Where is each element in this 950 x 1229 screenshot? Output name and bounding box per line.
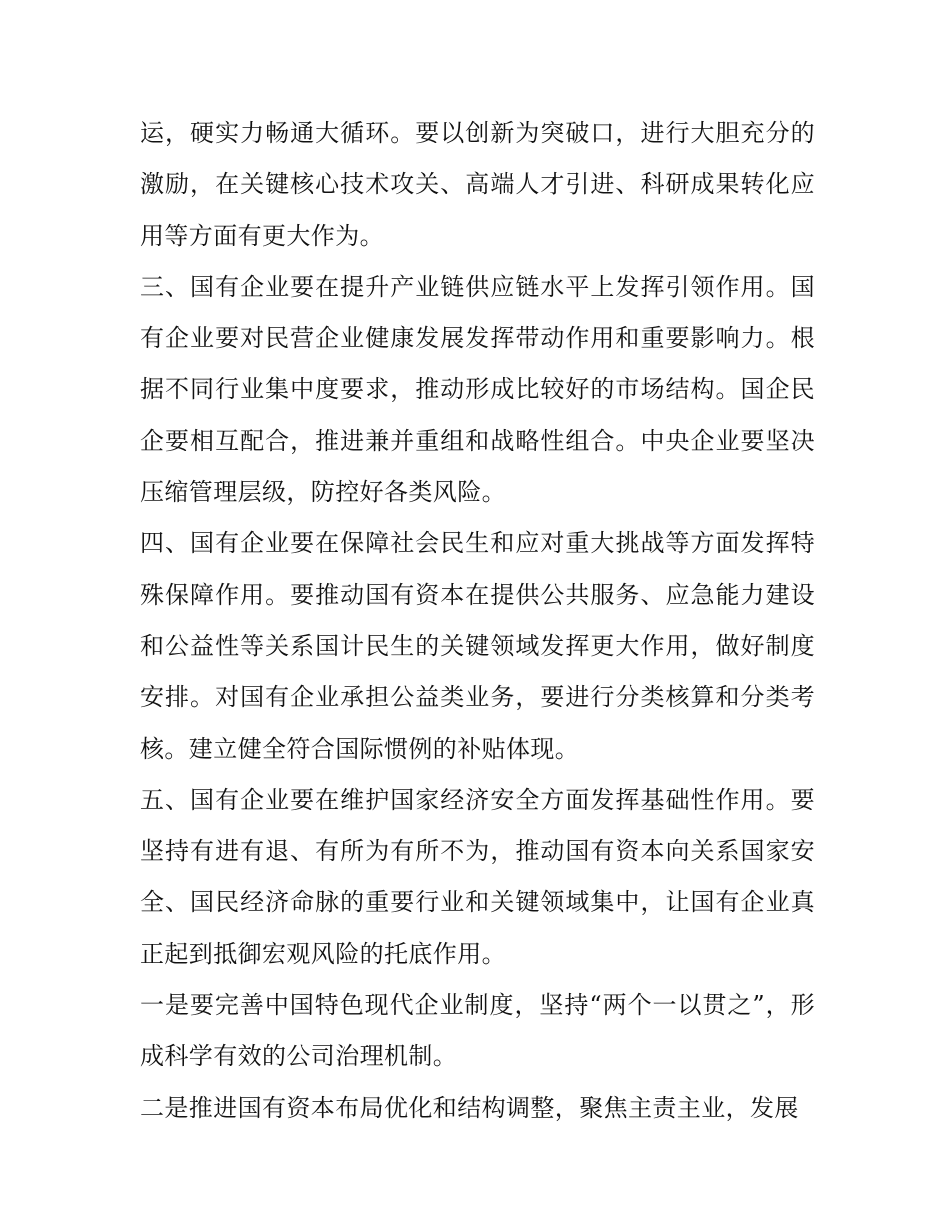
- document-body: [140, 108, 815, 1134]
- paragraph-section-four: 四、国有企业要在保障社会民生和应对重大挑战等方面发挥特殊保障作用。要推动国有资本在提供公共服务、应急能力建设和公益性等关系国计民生的关键领域发挥更大作用，做好制度安排。对国有企业承担公益类业务，要进行分类核算和分类考核。建立健全符合国际惯例的补贴体现。: [140, 529, 815, 763]
- paragraph-point-one: 一是要完善中国特色现代企业制度，坚持“两个一以贯之”，形成科学有效的公司治理机制。: [140, 991, 815, 1071]
- paragraph-continuation: 运，硬实力畅通大循环。要以创新为突破口，进行大胆充分的激励，在关键核心技术攻关、高端人才引进、科研成果转化应用等方面有更大作为。: [140, 119, 815, 250]
- paragraph-section-five: 五、国有企业要在维护国家经济安全方面发挥基础性作用。要坚持有进有退、有所为有所不为，推动国有资本向关系国家安全、国民经济命脉的重要行业和关键领域集中，让国有企业真正起到抵御宏观风险的托底作用。: [140, 785, 815, 968]
- paragraph-point-two: 二是推进国有资本布局优化和结构调整，聚焦主责主业，发展: [140, 1093, 799, 1122]
- paragraph-section-three: 三、国有企业要在提升产业链供应链水平上发挥引领作用。国有企业要对民营企业健康发展发挥带动作用和重要影响力。根据不同行业集中度要求，推动形成比较好的市场结构。国企民企要相互配合，推进兼并重组和战略性组合。中央企业要坚决压缩管理层级，防控好各类风险。: [140, 272, 815, 507]
